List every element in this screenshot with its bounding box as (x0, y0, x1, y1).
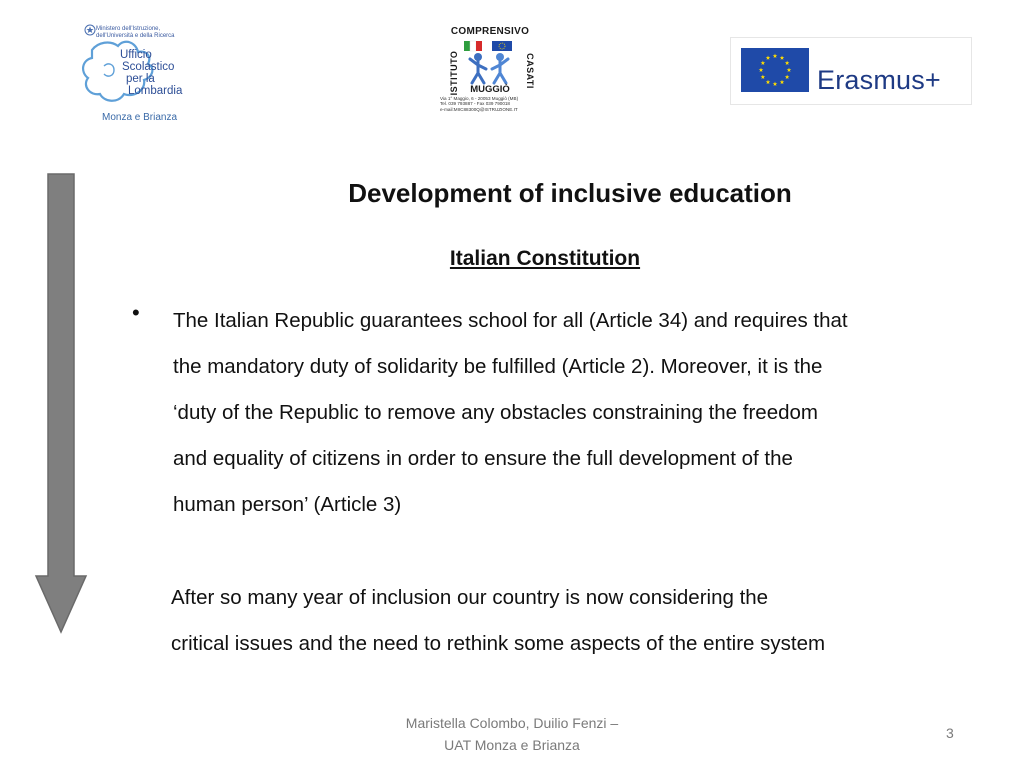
school-contact-info: Via 1° Maggio, 6 - 20053 Muggiò (MB) Tel. 039 793887 - Fax 039 790018 e-mail:MIIC88300Q@ISTRUZIONE.IT (440, 96, 519, 112)
paragraph-line: After so many year of inclusion our country is now considering the (171, 586, 769, 609)
slide-title: Development of inclusive education (348, 178, 792, 208)
erasmus-wordmark: Erasmus+ (817, 65, 941, 95)
paragraph-line: critical issues and the need to rethink some aspects of the entire system (171, 632, 826, 655)
usr-name: Ufficio Scolastico per la Lombardia (120, 49, 183, 97)
school-logo-bottom: MUGGIÒ (470, 84, 510, 95)
republic-emblem-icon (84, 24, 96, 36)
children-flags-icon (458, 39, 520, 85)
constitution-bullet (173, 298, 973, 528)
eu-flag-icon (741, 48, 809, 92)
bullet-line: ‘duty of the Republic to remove any obstacles constraining the freedom (173, 401, 818, 424)
bullet-line: human person’ (Article 3) (173, 493, 402, 516)
page-number: 3 (946, 725, 954, 741)
school-logo-right: CASATI (525, 53, 535, 89)
slide-subtitle: Italian Constitution (449, 247, 641, 270)
bullet-symbol: • (132, 300, 140, 325)
arrow-down-icon (34, 172, 88, 636)
closing-paragraph (171, 575, 971, 667)
usr-lombardia-logo (78, 22, 238, 126)
school-logo-left: ISTITUTO (449, 50, 459, 96)
bullet-line: The Italian Republic guarantees school for all (Article 34) and requires that (173, 309, 848, 332)
usr-area: Monza e Brianza (102, 112, 178, 123)
erasmus-logo (730, 37, 972, 105)
school-logo (436, 24, 538, 122)
footer-authors: Maristella Colombo, Duilio Fenzi – UAT Monza e Brianza (405, 715, 619, 753)
bullet-line: the mandatory duty of solidarity be fulfilled (Article 2). Moreover, it is the (173, 355, 823, 378)
school-logo-top: COMPRENSIVO (450, 26, 530, 37)
ministry-name: Ministero dell'Istruzione, dell'Università e della Ricerca (96, 26, 175, 39)
bullet-line: and equality of citizens in order to ensure the full development of the (173, 447, 793, 470)
